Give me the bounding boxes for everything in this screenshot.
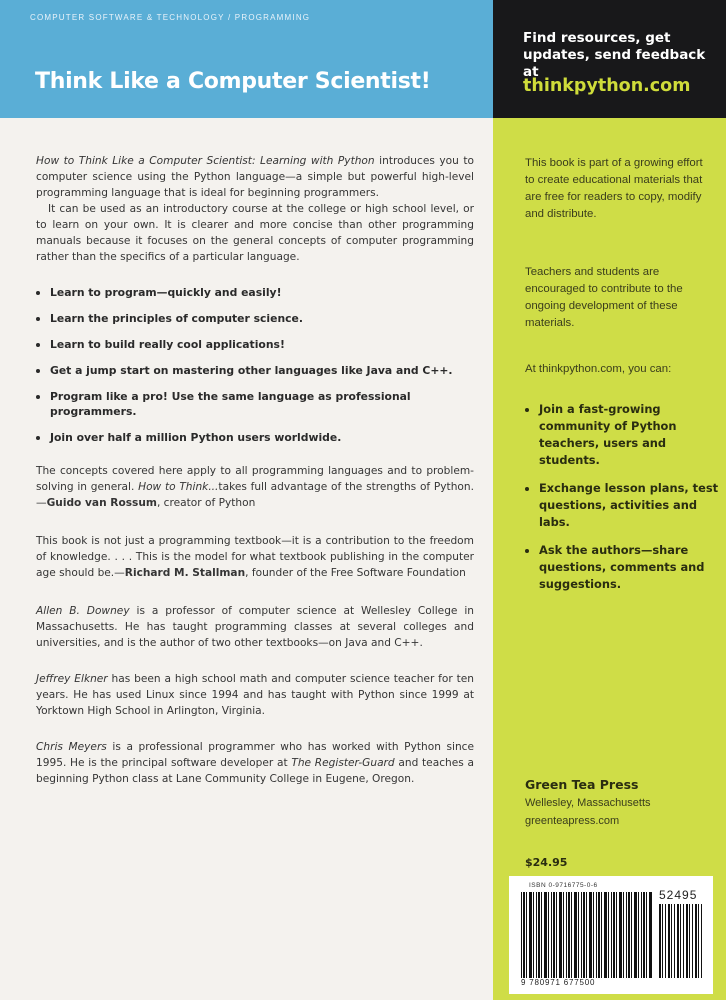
quote-stallman bbox=[36, 533, 474, 581]
resources-text: Find resources, get updates, send feedback at bbox=[523, 30, 706, 80]
tagline-heading: Think Like a Computer Scientist! bbox=[35, 69, 431, 94]
quote-author-role: , creator of Python bbox=[156, 497, 256, 509]
quote-book-title: How to Think... bbox=[138, 481, 219, 493]
quote-author: Richard M. Stallman bbox=[124, 567, 246, 579]
quote-author: Guido van Rossum bbox=[46, 497, 157, 509]
spacer bbox=[36, 511, 474, 533]
benefit-item: Learn to program—quickly and easily! bbox=[36, 285, 474, 300]
sidebar-bullet-item: Ask the authors—share questions, comments and suggestions. bbox=[525, 542, 720, 593]
benefit-item: Program like a pro! Use the same language as professional programmers. bbox=[36, 389, 474, 419]
category-label: COMPUTER SOFTWARE & TECHNOLOGY / PROGRAMMING bbox=[30, 13, 311, 22]
quote-text: The concepts covered here apply to all programming languages and to problem-solving in general. bbox=[36, 465, 474, 493]
publisher-website[interactable]: greenteapress.com bbox=[525, 815, 620, 827]
quote-text: takes full advantage of the strengths of Python.— bbox=[36, 481, 474, 509]
ean-number: 9 780971 677500 bbox=[521, 978, 596, 987]
header-banner bbox=[0, 0, 493, 118]
publisher-location: Wellesley, Massachusetts bbox=[525, 797, 651, 809]
sidebar-paragraph-3: At thinkpython.com, you can: bbox=[525, 363, 672, 375]
main-body bbox=[36, 153, 474, 787]
author-bio-meyers bbox=[36, 739, 474, 787]
sidebar-paragraph-1: This book is part of a growing effort to create educational materials that are free for readers to copy, modify and distribute. bbox=[525, 157, 703, 220]
author-bio-downey bbox=[36, 603, 474, 651]
benefit-item: Get a jump start on mastering other languages like Java and C++. bbox=[36, 363, 474, 378]
sidebar-bullet-item: Join a fast-growing community of Python teachers, users and students. bbox=[525, 401, 720, 469]
intro-text: introduces you to computer science using the Python language—a simple but powerful high-level programming language that is ideal for beginning programmers. bbox=[36, 155, 474, 199]
benefit-item: Join over half a million Python users worldwide. bbox=[36, 430, 474, 445]
isbn-label: ISBN 0-9716775-0-6 bbox=[529, 882, 598, 889]
resources-banner bbox=[493, 0, 726, 118]
quote-text: This book is not just a programming textbook—it is a contribution to the freedom of knowledge. . . . This is the model for what textbook publishing in the computer age should be.— bbox=[36, 535, 474, 579]
benefit-item: Learn the principles of computer science. bbox=[36, 311, 474, 326]
quote-author-role: , founder of the Free Software Foundation bbox=[245, 567, 466, 579]
publisher-name: Green Tea Press bbox=[525, 777, 639, 792]
spacer bbox=[36, 581, 474, 603]
author-name: Allen B. Downey bbox=[36, 605, 130, 617]
author-bio-text: is a professional programmer who has worked with Python since 1995. He is the principal software developer at bbox=[36, 741, 475, 769]
author-bio-text: has been a high school math and computer science teacher for ten years. He has used Linux since 1994 and has taught with Python since 1999 at Yorktown High School in Arlington, Virginia. bbox=[36, 673, 475, 717]
benefit-item: Learn to build really cool applications! bbox=[36, 337, 474, 352]
author-bio-text: is a professor of computer science at Wellesley College in Massachusetts. He has taught programming classes at several colleges and universities, and is the author of two other textbooks—on Java and C++. bbox=[36, 605, 474, 649]
quote-van-rossum bbox=[36, 463, 474, 511]
author-bio-elkner bbox=[36, 671, 474, 719]
sidebar-bullet-item: Exchange lesson plans, test questions, activities and labs. bbox=[525, 480, 720, 531]
newspaper-name: The Register-Guard bbox=[291, 757, 395, 769]
description-paragraph: It can be used as an introductory course at the college or high school level, or to learn on your own. It is clearer and more concise than other programming manuals because it focuses on the general concepts of computer programming rather than the specifics of a particular language. bbox=[36, 203, 474, 263]
ean-barcode-bars bbox=[521, 892, 653, 978]
sidebar-paragraph-2: Teachers and students are encouraged to contribute to the ongoing development of these materials. bbox=[525, 266, 683, 329]
intro-paragraph bbox=[36, 153, 474, 201]
sidebar-bullet-list bbox=[525, 401, 720, 604]
author-name: Jeffrey Elkner bbox=[36, 673, 108, 685]
author-bio-text: and teaches a beginning Python class at Lane Community College in Eugene, Oregon. bbox=[36, 757, 474, 785]
spacer bbox=[36, 651, 474, 671]
website-link[interactable]: thinkpython.com bbox=[523, 76, 691, 96]
price-code: 52495 bbox=[659, 888, 698, 902]
spacer bbox=[36, 719, 474, 739]
book-title: How to Think Like a Computer Scientist: Learning with Python bbox=[36, 155, 375, 167]
sidebar-panel bbox=[493, 118, 726, 1000]
price-barcode-bars bbox=[659, 904, 703, 978]
barcode bbox=[509, 876, 713, 994]
price-label: $24.95 bbox=[525, 856, 568, 869]
benefits-list bbox=[36, 285, 474, 445]
author-name: Chris Meyers bbox=[36, 741, 107, 753]
